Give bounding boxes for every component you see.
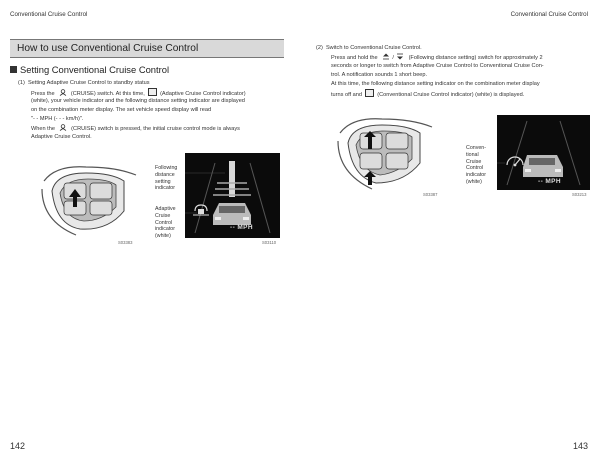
section-title-box xyxy=(10,39,284,58)
acc-indicator-label: Adaptive Cruise Control indicator (white) xyxy=(155,206,176,240)
steering-switch-illustration-right xyxy=(334,113,434,193)
cruise-switch-icon xyxy=(58,89,68,96)
step1-line2: (white), your vehicle indicator and the following distance setting indicator are displayed xyxy=(31,98,245,104)
fig-id-switch-right: S03387 xyxy=(423,192,438,197)
step2-heading: (2) Switch to Conventional Cruise Control. xyxy=(316,45,422,51)
page-number-left: 142 xyxy=(10,441,26,451)
fig-id-display-left: S03110 xyxy=(262,240,277,245)
step2-line4: At this time, the following distance setting indicator on the combination meter display xyxy=(331,81,540,87)
steering-switch-illustration xyxy=(38,161,138,239)
following-distance-label: Following distance setting indicator xyxy=(155,165,178,192)
cruise-switch-icon xyxy=(58,124,68,131)
distance-down-switch-icon xyxy=(395,53,405,60)
subsection-title: Setting Conventional Cruise Control xyxy=(10,64,169,75)
step1-heading: (1) Setting Adaptive Cruise Control to standby status xyxy=(18,80,150,86)
left-running-header: Conventional Cruise Control xyxy=(10,11,88,18)
fig-id-display-right: S03213 xyxy=(572,192,587,197)
step2-line1: Press and hold the / (Following distance setting) switch for approximately 2 xyxy=(331,55,543,61)
page-number-right: 143 xyxy=(572,441,588,451)
distance-up-switch-icon xyxy=(381,53,391,60)
acc-indicator-icon xyxy=(148,88,157,96)
step1-line5: When the (CRUISE) switch is pressed, the initial cruise control mode is always xyxy=(31,126,240,132)
section-title: How to use Conventional Cruise Control xyxy=(17,43,199,54)
square-bullet-icon xyxy=(10,66,17,73)
distance-bar-icon xyxy=(229,161,235,197)
step1-line1: Press the (CRUISE) switch. At this time, (Adaptive Cruise Control indicator) xyxy=(31,88,246,99)
fig-id-switch-left: S03383 xyxy=(118,240,133,245)
step2-line2: seconds or longer to switch from Adaptive Cruise Control to Conventional Cruise Con- xyxy=(331,63,544,69)
step2-line5: turns off and (Conventional Cruise Control indicator) (white) is displayed. xyxy=(331,89,524,100)
speed-readout-left: -- MPH xyxy=(230,224,253,231)
speed-readout-right: -- MPH xyxy=(538,178,561,185)
step1-line4: "- - MPH (- - - km/h)". xyxy=(31,116,84,122)
step1-line6: Adaptive Cruise Control. xyxy=(31,134,92,140)
step2-line3: trol. A notification sounds 1 short beep. xyxy=(331,72,428,78)
conventional-indicator-label: Conven- tional Cruise Control indicator (white) xyxy=(466,145,487,185)
step1-line3: on the combination meter display. The set vehicle speed display will read xyxy=(31,107,212,113)
right-running-header: Conventional Cruise Control xyxy=(510,11,588,18)
conventional-cruise-indicator-icon xyxy=(365,89,374,97)
